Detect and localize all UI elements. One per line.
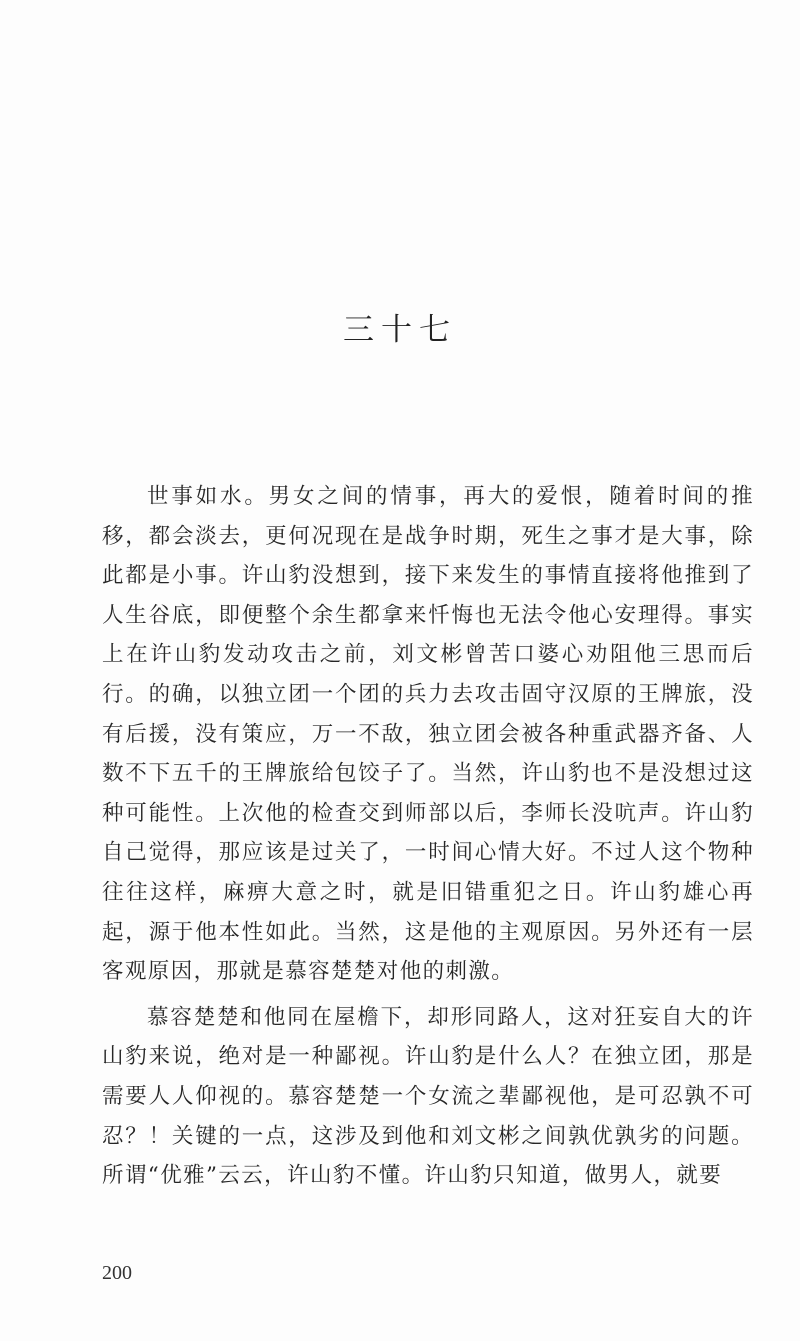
paragraph-1: 世事如水。男女之间的情事，再大的爱恨，随着时间的推移，都会淡去，更何况现在是战争时期，死生之事才是大事，除此都是小事。许山豹没想到，接下来发生的事情直接将他推到了人生谷底，即便整个余生都拿来忏悔也无法令他心安理得。事实上在许山豹发动攻击之前，刘文彬曾苦口婆心劝阻他三思而后行。的确，以独立团一个团的兵力去攻击固守汉原的王牌旅，没有后援，没有策应，万一不敌，独立团会被各种重武器齐备、人数不下五千的王牌旅给包饺子了。当然，许山豹也不是没想过这种可能性。上次他的检查交到师部以后，李师长没吭声。许山豹自己觉得，那应该是过关了，一时间心情大好。不过人这个物种往往这样，麻痹大意之时，就是旧错重犯之日。许山豹雄心再起，源于他本性如此。当然，这是他的主观原因。另外还有一层客观原因，那就是慕容楚楚对他的刺激。 xyxy=(102,484,754,985)
page-number: 200 xyxy=(102,1262,132,1284)
paragraph-2: 慕容楚楚和他同在屋檐下，却形同路人，这对狂妄自大的许山豹来说，绝对是一种鄙视。许山豹是什么人？在独立团，那是需要人人仰视的。慕容楚楚一个女流之辈鄙视他，是可忍孰不可忍？！关键的一点，这涉及到他和刘文彬之间孰优孰劣的问题。所谓“优雅”云云，许山豹不懂。许山豹只知道，做男人，就要 xyxy=(102,1004,754,1189)
chapter-title: 三十七 xyxy=(343,312,457,348)
body-text xyxy=(102,477,754,1202)
